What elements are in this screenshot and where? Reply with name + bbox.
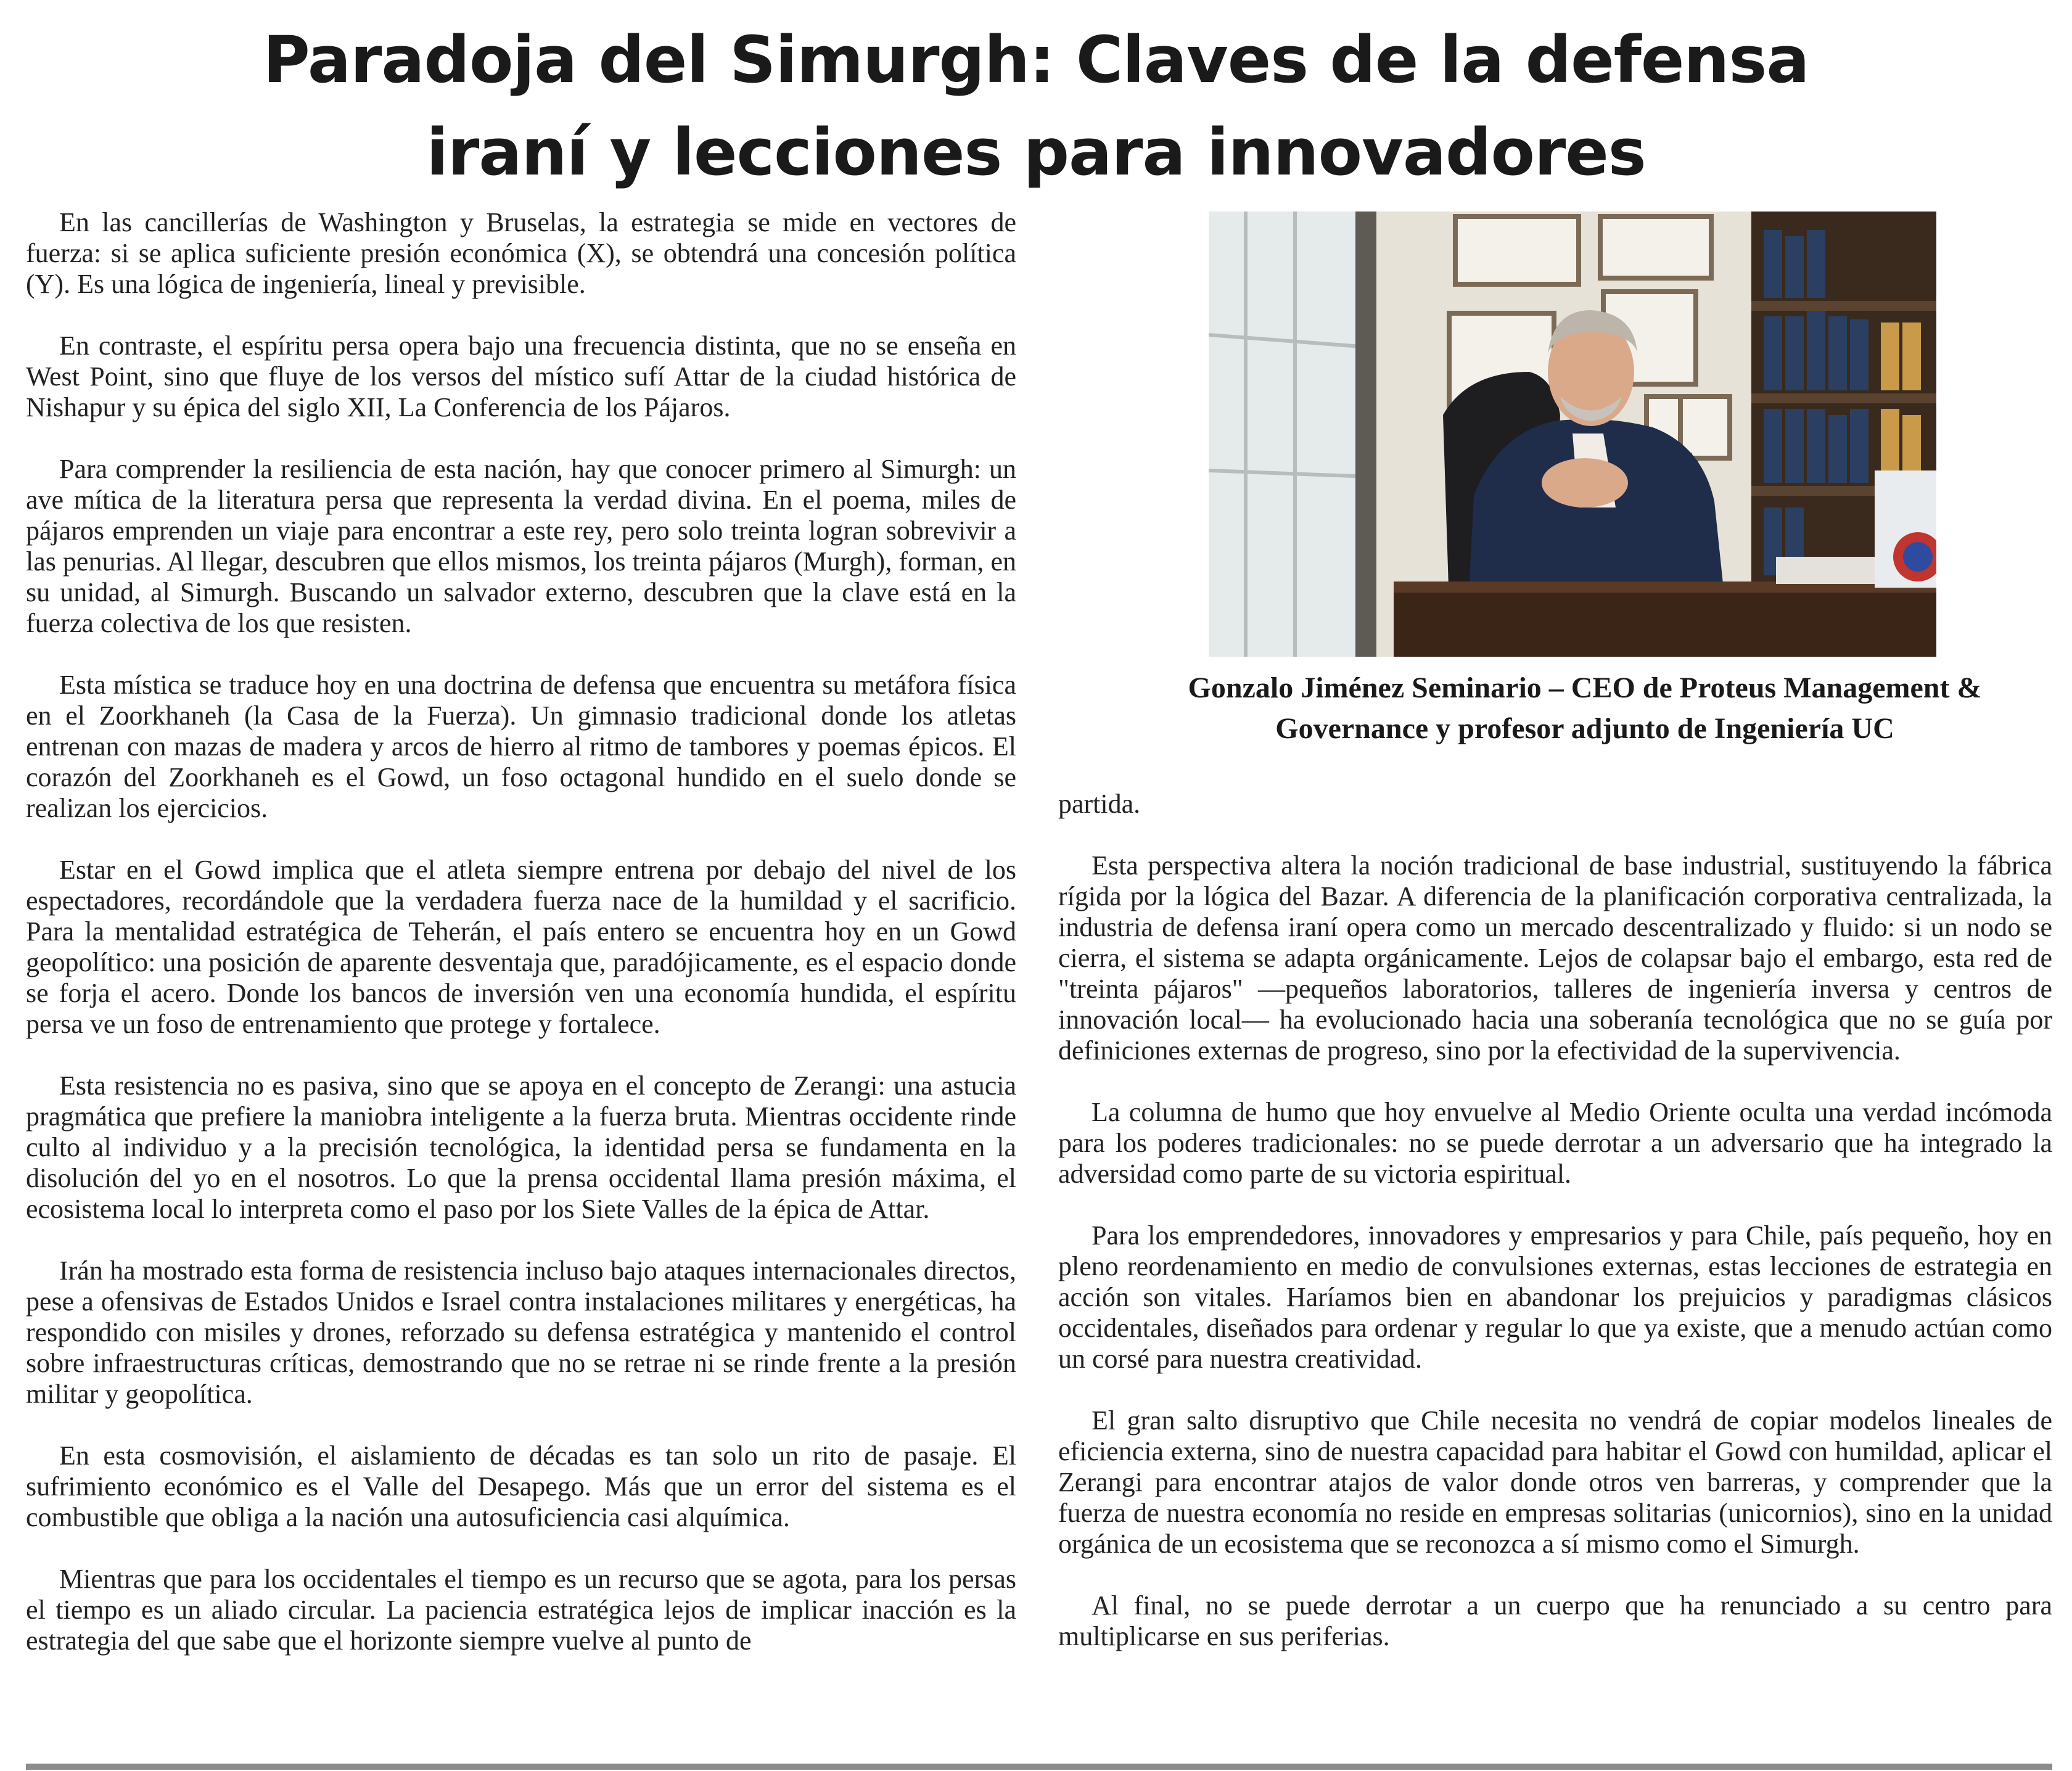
photo-caption	[1098, 668, 2072, 749]
body-paragraph: Estar en el Gowd implica que el atleta siempre entrena por debajo del nivel de los espectadores, recordándole que la verdadera fuerza nace de la humildad y el sacrificio. Para la mentalidad estratégica de Teherán, el país entero se encuentra hoy en un Gowd geopolítico: una posición de aparente desventaja que, paradójicamente, es el espacio donde se forja el acero. Donde los bancos de inversión ven una economía hundida, el espíritu persa ve un foso de entrenamiento que protege y fortalece.	[26, 855, 1016, 1039]
body-paragraph: Esta mística se traduce hoy en una doctrina de defensa que encuentra su metáfora física en el Zoorkhaneh (la Casa de la Fuerza). Un gimnasio tradicional donde los atletas entrenan con mazas de madera y arcos de hierro al ritmo de tambores y poemas épicos. El corazón del Zoorkhaneh es el Gowd, un foso octagonal hundido en el suelo donde se realizan los ejercicios.	[26, 670, 1016, 823]
body-paragraph: Irán ha mostrado esta forma de resistencia incluso bajo ataques internacionales directos, pese a ofensivas de Estados Unidos e Israel contra instalaciones militares y energéticas, ha respondido con misiles y drones, reforzado su defensa estratégica y mantenido el control sobre infraestructuras críticas, demostrando que no se retrae ni se rinde frente a la presión militar y geopolítica.	[26, 1255, 1016, 1409]
body-paragraph: Para los emprendedores, innovadores y empresarios y para Chile, país pequeño, hoy en pleno reordenamiento en medio de convulsiones externas, estas lecciones de estrategia en acción son vitales. Haríamos bien en abandonar los prejuicios y paradigmas clásicos occidentales, diseñados para ordenar y regular lo que ya existe, que a menudo actúan como un corsé para nuestra creatividad.	[1058, 1220, 2052, 1374]
body-paragraph: La columna de humo que hoy envuelve al Medio Oriente oculta una verdad incómoda para los poderes tradicionales: no se puede derrotar a un adversario que ha integrado la adversidad como parte de su victoria espiritual.	[1058, 1097, 2052, 1189]
body-paragraph: Para comprender la resiliencia de esta nación, hay que conocer primero al Simurgh: un ave mítica de la literatura persa que representa la verdad divina. En el poema, miles de pájaros emprenden un viaje para encontrar a este rey, pero solo treinta logran sobrevivir a las penurias. Al llegar, descubren que ellos mismos, los treinta pájaros (Murgh), forman, en su unidad, al Simurgh. Buscando un salvador externo, descubren que la clave está en la fuerza colectiva de los que resisten.	[26, 454, 1016, 638]
bottom-divider	[26, 1764, 2052, 1770]
article-headline	[0, 14, 2072, 199]
body-paragraph: Esta perspectiva altera la noción tradicional de base industrial, sustituyendo la fábrica rígida por la lógica del Bazar. A diferencia de la planificación corporativa centralizada, la industria de defensa iraní opera como un mercado descentralizado y fluido: si un nodo se cierra, el sistema se adapta orgánicamente. Lejos de colapsar bajo el embargo, esta red de "treinta pájaros" —pequeños laboratorios, talleres de ingeniería inversa y centros de innovación local— ha evolucionado hacia una soberanía tecnológica que no se guía por definiciones externas de progreso, sino por la efectividad de la supervivencia.	[1058, 850, 2052, 1066]
left-column	[26, 207, 1016, 1656]
headline-line-1: Paradoja del Simurgh: Claves de la defensa	[263, 22, 1809, 97]
body-paragraph: Esta resistencia no es pasiva, sino que se apoya en el concepto de Zerangi: una astucia pragmática que prefiere la maniobra inteligente a la fuerza bruta. Mientras occidente rinde culto al individuo y a la precisión tecnológica, la identidad persa se fundamenta en la disolución del yo en el nosotros. Lo que la prensa occidental llama presión máxima, el ecosistema local lo interpreta como el paso por los Siete Valles de la épica de Attar.	[26, 1070, 1016, 1224]
body-paragraph: Al final, no se puede derrotar a un cuerpo que ha renunciado a su centro para multiplicarse en sus periferias.	[1058, 1590, 2052, 1651]
headline-line-2: iraní y lecciones para innovadores	[426, 115, 1646, 190]
body-paragraph: Mientras que para los occidentales el tiempo es un recurso que se agota, para los persas el tiempo es un aliado circular. La paciencia estratégica lejos de implicar inacción es la estrategia del que sabe que el horizonte siempre vuelve al punto de	[26, 1564, 1016, 1656]
body-paragraph-continuation: partida.	[1058, 789, 1141, 819]
body-paragraph: En esta cosmovisión, el aislamiento de décadas es tan solo un rito de pasaje. El sufrimiento económico es el Valle del Desapego. Más que un error del sistema es el combustible que obliga a la nación una autosuficiencia casi alquímica.	[26, 1440, 1016, 1532]
body-paragraph: El gran salto disruptivo que Chile necesita no vendrá de copiar modelos lineales de eficiencia externa, sino de nuestra capacidad para habitar el Gowd con humildad, aplicar el Zerangi para encontrar atajos de valor donde otros ven barreras, y comprender que la fuerza de nuestra economía no reside en empresas solitarias (unicornios), sino en la unidad orgánica de un ecosistema que se reconozca a sí mismo como el Simurgh.	[1058, 1405, 2052, 1559]
caption-line-1: Gonzalo Jiménez Seminario – CEO de Proteus Management &	[1188, 672, 1982, 704]
caption-line-2: Governance y profesor adjunto de Ingeniería UC	[1275, 712, 1894, 745]
author-photo	[1209, 212, 1936, 657]
body-paragraph: En las cancillerías de Washington y Bruselas, la estrategia se mide en vectores de fuerza: si se aplica suficiente presión económica (X), se obtendrá una concesión política (Y). Es una lógica de ingeniería, lineal y previsible.	[26, 207, 1016, 299]
right-column	[1058, 789, 2052, 1652]
author-photo-illustration	[1209, 212, 1936, 657]
body-paragraph: En contraste, el espíritu persa opera bajo una frecuencia distinta, que no se enseña en West Point, sino que fluye de los versos del místico sufí Attar de la ciudad histórica de Nishapur y su épica del siglo XII, La Conferencia de los Pájaros.	[26, 331, 1016, 422]
